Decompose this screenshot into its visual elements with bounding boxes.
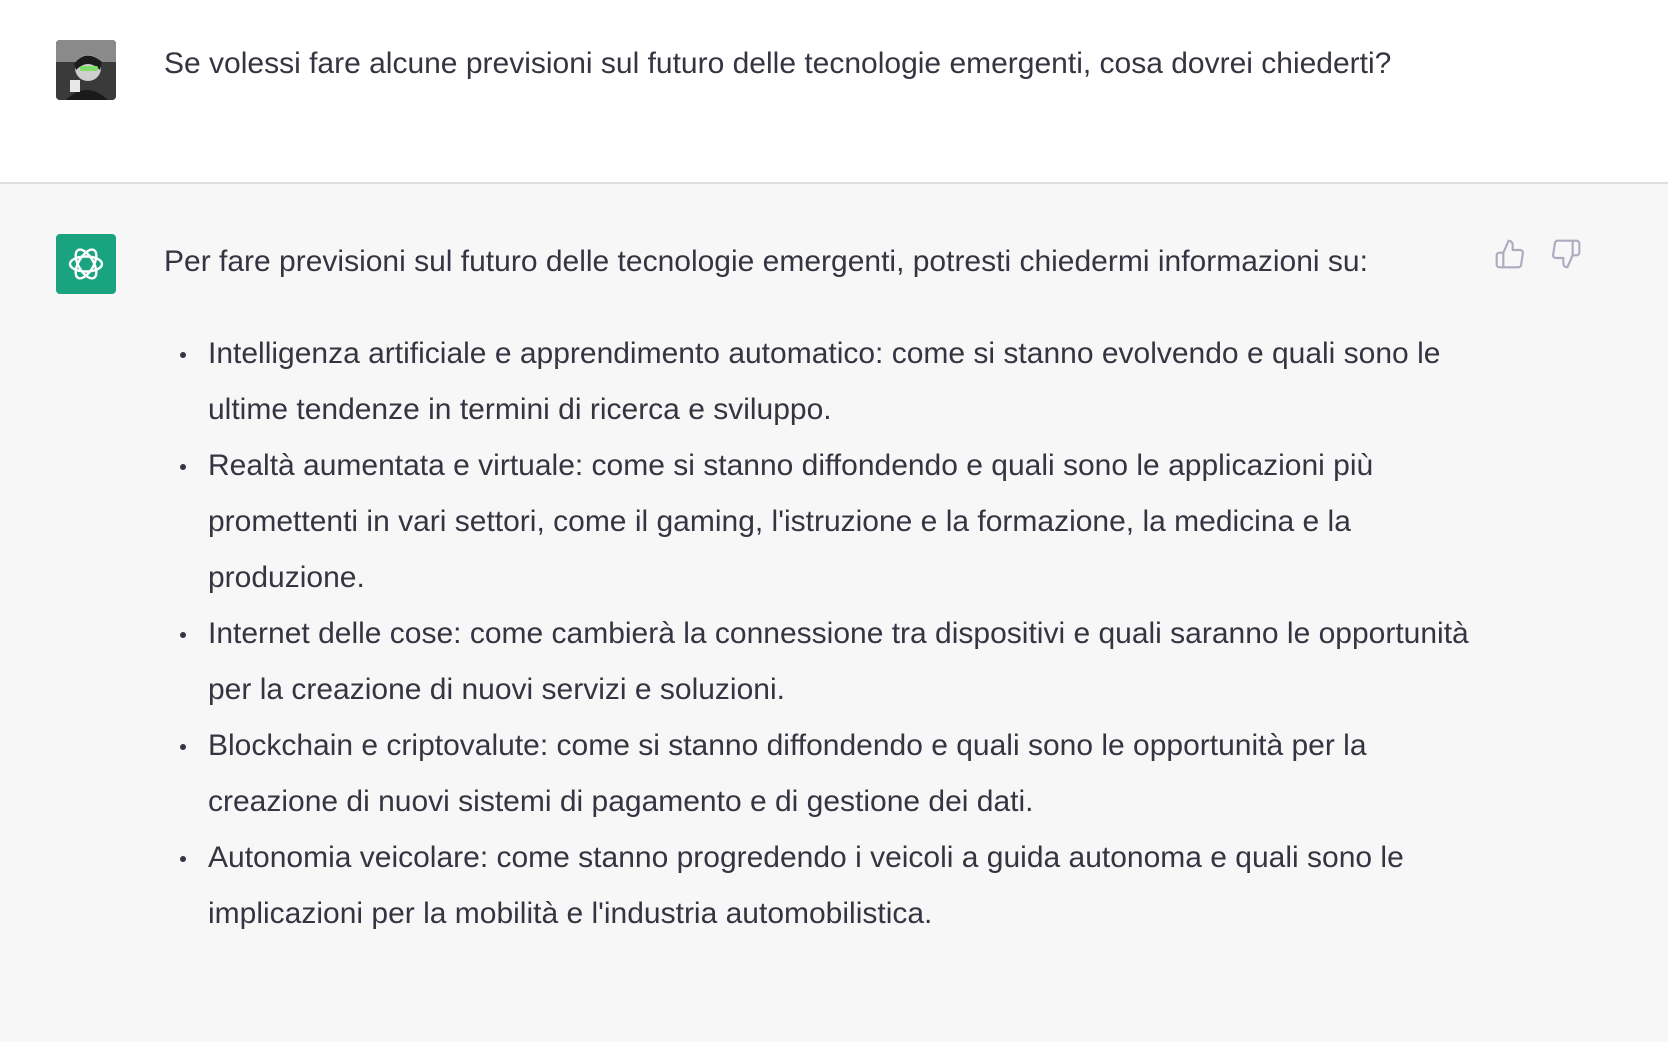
list-item: [164, 326, 1484, 438]
thumbs-down-icon: [1550, 238, 1582, 270]
assistant-intro-text: Per fare previsioni sul futuro delle tecnologie emergenti, potresti chiedermi informazioni su:: [164, 245, 1368, 278]
openai-logo-icon: [64, 242, 108, 286]
list-item: [164, 606, 1484, 718]
list-item-text: Blockchain e criptovalute: come si stanno diffondendo e quali sono le opportunità per la creazione di nuovi sistemi di pagamento e di gestione dei dati.: [208, 729, 1367, 818]
list-item-text: Autonomia veicolare: come stanno progredendo i veicoli a guida autonoma e quali sono le implicazioni per la mobilità e l'industria automobilistica.: [208, 841, 1404, 930]
thumbs-up-icon: [1494, 238, 1526, 270]
bullet-icon: [180, 744, 186, 750]
list-item: [164, 830, 1484, 942]
user-avatar: [56, 40, 116, 100]
user-message-text: Se volessi fare alcune previsioni sul futuro delle tecnologie emergenti, cosa dovrei chiederti?: [164, 47, 1392, 80]
assistant-avatar: [56, 234, 116, 294]
bullet-icon: [180, 856, 186, 862]
user-photo-avatar-icon: [56, 40, 116, 100]
assistant-message: [0, 184, 1668, 1042]
list-item: [164, 718, 1484, 830]
assistant-bullet-list: [164, 326, 1484, 942]
list-item-text: Intelligenza artificiale e apprendimento automatico: come si stanno evolvendo e quali sono le ultime tendenze in termini di ricerca e sviluppo.: [208, 337, 1441, 426]
list-item-text: Realtà aumentata e virtuale: come si stanno diffondendo e quali sono le applicazioni più promettenti in vari settori, come il gaming, l'istruzione e la formazione, la medicina e la produzione.: [208, 449, 1374, 594]
thumbs-down-button[interactable]: [1548, 236, 1584, 272]
list-item: [164, 438, 1484, 606]
bullet-icon: [180, 632, 186, 638]
assistant-message-content: [164, 234, 1484, 942]
thumbs-up-button[interactable]: [1492, 236, 1528, 272]
list-item-text: Internet delle cose: come cambierà la connessione tra dispositivi e quali saranno le opportunità per la creazione di nuovi servizi e soluzioni.: [208, 617, 1469, 706]
user-message: [0, 0, 1668, 184]
bullet-icon: [180, 352, 186, 358]
bullet-icon: [180, 464, 186, 470]
